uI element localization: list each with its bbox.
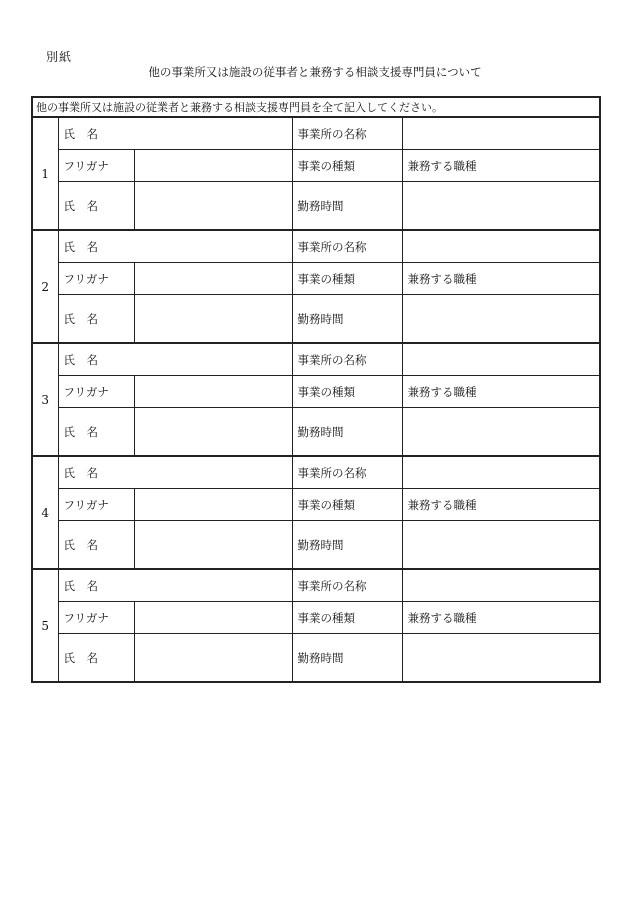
work-hours-field[interactable]: [402, 182, 600, 231]
furigana-field[interactable]: [134, 263, 292, 295]
staff-form-table: [31, 96, 601, 683]
business-type-label: 事業の種類: [292, 263, 402, 295]
furigana-label: フリガナ: [58, 150, 134, 182]
work-hours-label: 勤務時間: [292, 634, 402, 683]
work-hours-label: 勤務時間: [292, 182, 402, 231]
work-hours-field[interactable]: [402, 408, 600, 457]
name-label: 氏 名: [58, 117, 292, 150]
entry-number: 3: [32, 343, 58, 456]
name-label: 氏 名: [58, 569, 292, 602]
concurrent-job-label: 兼務する職種: [402, 376, 600, 408]
name-label: 氏 名: [58, 521, 134, 570]
work-hours-label: 勤務時間: [292, 295, 402, 344]
furigana-label: フリガナ: [58, 263, 134, 295]
name-label: 氏 名: [58, 182, 134, 231]
work-hours-field[interactable]: [402, 295, 600, 344]
office-name-label: 事業所の名称: [292, 456, 402, 489]
concurrent-job-label: 兼務する職種: [402, 489, 600, 521]
office-name-field[interactable]: [402, 456, 600, 489]
name-label: 氏 名: [58, 343, 292, 376]
concurrent-job-label: 兼務する職種: [402, 150, 600, 182]
concurrent-job-label: 兼務する職種: [402, 263, 600, 295]
business-type-label: 事業の種類: [292, 376, 402, 408]
furigana-label: フリガナ: [58, 376, 134, 408]
work-hours-field[interactable]: [402, 634, 600, 683]
business-type-label: 事業の種類: [292, 150, 402, 182]
name-label: 氏 名: [58, 456, 292, 489]
work-hours-label: 勤務時間: [292, 521, 402, 570]
name-label: 氏 名: [58, 634, 134, 683]
office-name-label: 事業所の名称: [292, 230, 402, 263]
entry-number: 1: [32, 117, 58, 230]
office-name-field[interactable]: [402, 117, 600, 150]
name-field[interactable]: [134, 408, 292, 457]
entry-number: 4: [32, 456, 58, 569]
office-name-field[interactable]: [402, 343, 600, 376]
name-label: 氏 名: [58, 408, 134, 457]
name-field[interactable]: [134, 295, 292, 344]
entry-number: 2: [32, 230, 58, 343]
name-field[interactable]: [134, 634, 292, 683]
furigana-label: フリガナ: [58, 489, 134, 521]
business-type-label: 事業の種類: [292, 602, 402, 634]
page-label: 別紙: [46, 50, 73, 64]
furigana-field[interactable]: [134, 150, 292, 182]
entry-number: 5: [32, 569, 58, 682]
name-field[interactable]: [134, 182, 292, 231]
office-name-label: 事業所の名称: [292, 343, 402, 376]
furigana-field[interactable]: [134, 489, 292, 521]
name-label: 氏 名: [58, 230, 292, 263]
office-name-label: 事業所の名称: [292, 117, 402, 150]
concurrent-job-label: 兼務する職種: [402, 602, 600, 634]
document-title: 他の事業所又は施設の従事者と兼務する相談支援専門員について: [148, 65, 482, 79]
name-field[interactable]: [134, 521, 292, 570]
office-name-field[interactable]: [402, 230, 600, 263]
office-name-field[interactable]: [402, 569, 600, 602]
instruction-text: 他の事業所又は施設の従業者と兼務する相談支援専門員を全て記入してください。: [32, 97, 600, 117]
name-label: 氏 名: [58, 295, 134, 344]
furigana-label: フリガナ: [58, 602, 134, 634]
work-hours-label: 勤務時間: [292, 408, 402, 457]
furigana-field[interactable]: [134, 602, 292, 634]
office-name-label: 事業所の名称: [292, 569, 402, 602]
furigana-field[interactable]: [134, 376, 292, 408]
business-type-label: 事業の種類: [292, 489, 402, 521]
work-hours-field[interactable]: [402, 521, 600, 570]
